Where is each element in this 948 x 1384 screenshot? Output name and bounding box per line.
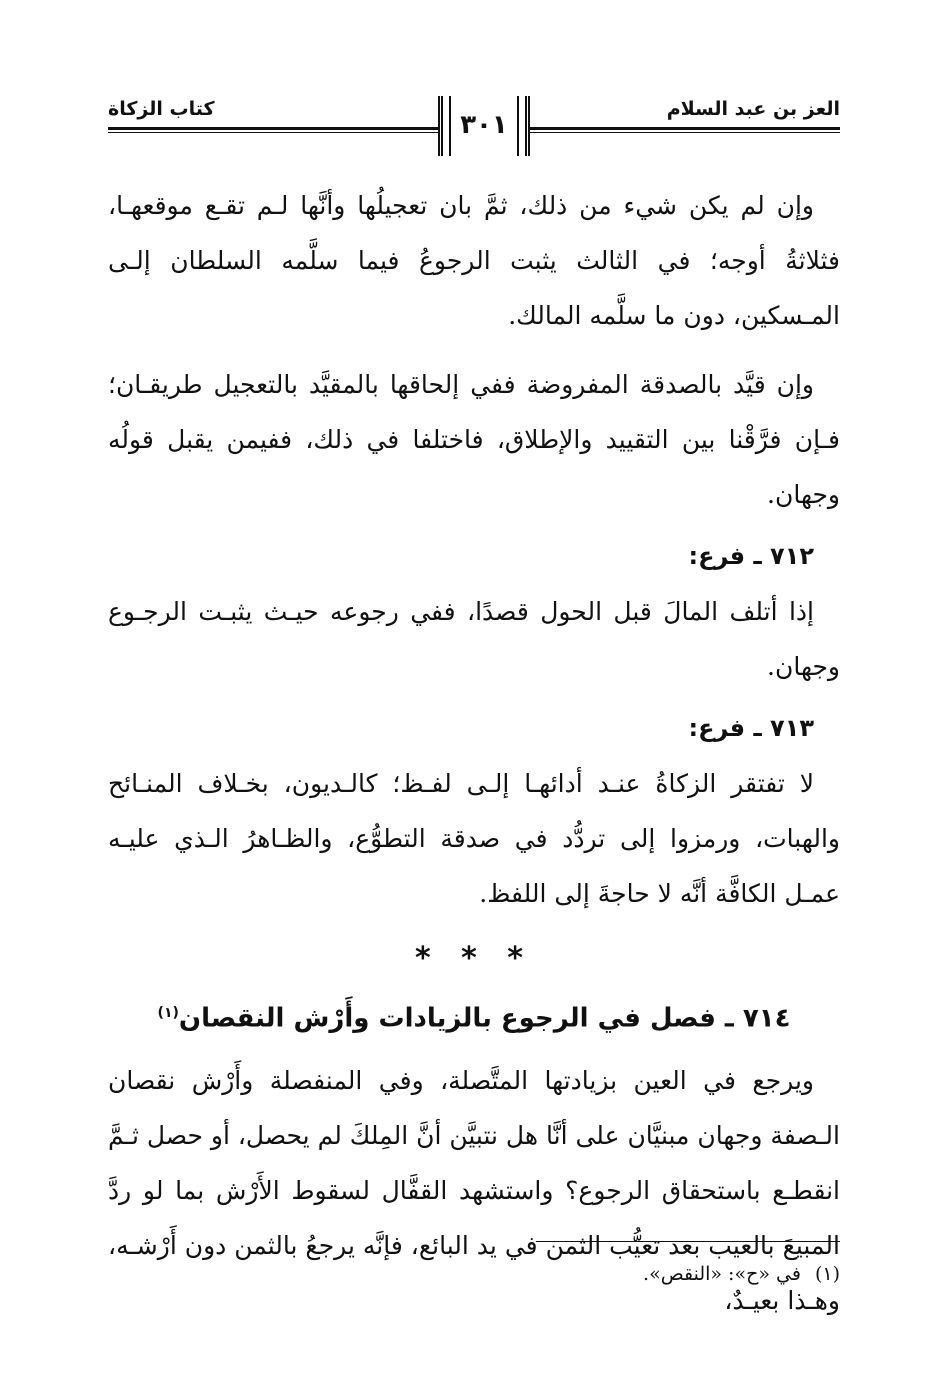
paragraph-2: وإن قيَّد بالصدقة المفروضة ففي إلحاقها بالمقيَّد بالتعجيل طريقـان؛ فـإن فرَّقْنا بين التقييد والإطلاق، فاختلفا في ذلك، ففيمن يقبل قولُه وجهان. bbox=[108, 370, 840, 509]
page-body bbox=[108, 178, 840, 1328]
page-number-frame bbox=[438, 96, 530, 156]
section-heading-text: ٧١٤ ـ فصل في الرجوع بالزيادات وأَرْش النقصان bbox=[178, 1003, 791, 1034]
branch-heading-713: ٧١٣ ـ فرع: bbox=[688, 714, 814, 742]
paragraph-5: ويرجع في العين بزيادتها المتَّصلة، وفي المنفصلة وأَرْش نقصان الـصفة وجهان مبنيَّان على أنَّا هل نتبيَّن أنَّ المِلكَ لم يحصل، أو حصل ثـمَّ انقطـع باستحقاق الرجوع؟ واستشهد القفَّال لسقوط الأَرْش بما لو ردَّ المبيعَ بالعيب بعد تعيُّب الثمن في يد البائع، فإنَّه يرجعُ بالثمن دون أَرْشـه، وهـذا بعيـدٌ، bbox=[108, 1065, 840, 1315]
header-book-title: كتاب الزكاة bbox=[108, 98, 215, 120]
paragraph-3: إذا أتلف المالَ قبل الحول قصدًا، ففي رجوعه حيـث يثبـت الرجـوع وجهان. bbox=[108, 597, 840, 681]
section-heading-714 bbox=[108, 985, 840, 1047]
footnote-mark: (١) bbox=[814, 1263, 840, 1285]
footnote-text: في «ح»: «النقص». bbox=[643, 1263, 801, 1285]
footnote bbox=[108, 1258, 840, 1290]
header-author: العز بن عبد السلام bbox=[666, 98, 840, 120]
paragraph-1: وإن لم يكن شيء من ذلك، ثمَّ بان تعجيلُها وأنَّها لـم تقـع موقعهـا، فثلاثةُ أوجه؛ في الثالث يثبت الرجوعُ فيما سلَّمه السلطان إلـى المـسكين، دون ما سلَّمه المالك. bbox=[108, 191, 840, 330]
branch-heading-712: ٧١٢ ـ فرع: bbox=[688, 542, 814, 570]
paragraph-4: لا تفتقر الزكاةُ عنـد أدائهـا إلـى لفـظ؛ كالـديون، بخـلاف المنـائح والهبات، ورمزوا إلى تردُّد في صدقة التطوُّع، والظـاهرُ الـذي عليـه عمـل الكافَّة أنَّه لا حاجةَ إلى اللفظ. bbox=[108, 769, 840, 908]
footnote-rule bbox=[536, 1241, 840, 1242]
section-separator: * * * bbox=[415, 941, 533, 976]
page-number: ٣٠١ bbox=[460, 110, 508, 140]
footnote-reference: (١) bbox=[157, 1005, 179, 1021]
